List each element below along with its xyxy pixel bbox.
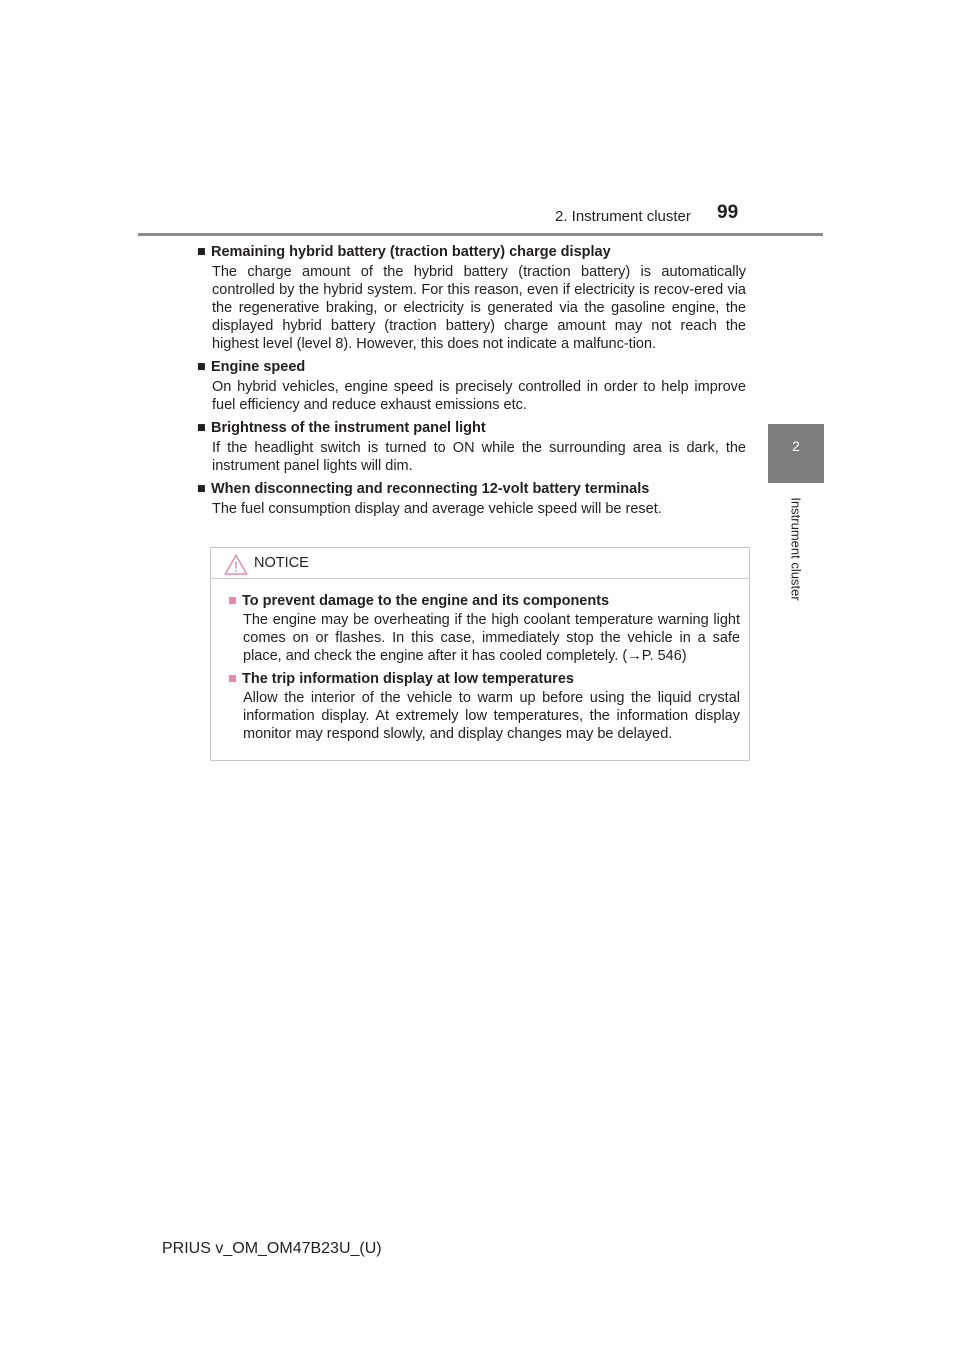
square-bullet-icon: ■: [197, 359, 206, 375]
header-rule: [138, 233, 823, 236]
section-heading-text: When disconnecting and reconnecting 12-volt battery terminals: [211, 481, 650, 497]
section-heading-text: Brightness of the instrument panel light: [211, 420, 486, 436]
square-bullet-icon: ■: [197, 244, 206, 260]
notice-section-engine-damage: [228, 591, 740, 665]
footer-doc-code: PRIUS v_OM_OM47B23U_(U): [162, 1240, 382, 1257]
chapter-label-text: Instrument cluster: [788, 497, 804, 601]
notice-text: The engine may be overheating if the high coolant temperature warning light comes on or flashes. In this case, immediately stop the vehicle in a safe place, and check the engine after it has cooled completely. (→P. 546): [243, 612, 740, 664]
section-heading: [197, 418, 746, 438]
notice-header: [211, 548, 749, 579]
header-title: 2. Instrument cluster: [555, 208, 691, 225]
section-brightness: [197, 418, 746, 475]
warning-triangle-icon: [224, 554, 248, 575]
section-body: The fuel consumption display and average vehicle speed will be reset.: [212, 501, 662, 517]
section-heading: [197, 242, 746, 262]
section-engine-speed: [197, 357, 746, 414]
square-bullet-icon: ■: [228, 671, 237, 687]
chapter-label: [788, 489, 804, 609]
section-heading-text: Remaining hybrid battery (traction battery) charge display: [211, 244, 611, 260]
square-bullet-icon: ■: [197, 420, 206, 436]
notice-heading-text: The trip information display at low temperatures: [242, 671, 574, 687]
section-heading: [197, 479, 746, 499]
notice-heading: [228, 669, 740, 689]
square-bullet-icon: ■: [197, 481, 206, 497]
section-body: If the headlight switch is turned to ON while the surrounding area is dark, the instrument panel lights will dim.: [212, 440, 746, 474]
notice-body: [211, 579, 749, 743]
section-body: On hybrid vehicles, engine speed is precisely controlled in order to help improve fuel efficiency and reduce exhaust emissions etc.: [212, 379, 746, 413]
section-battery-terminals: [197, 479, 746, 518]
notice-title: NOTICE: [254, 555, 309, 571]
notice-heading-text: To prevent damage to the engine and its components: [242, 593, 610, 609]
square-bullet-icon: ■: [228, 593, 237, 609]
section-body: The charge amount of the hybrid battery (traction battery) is automatically controlled by the hybrid system. For this reason, even if electricity is recov-ered via the regenerative braking, or electricity is generated via the gasoline engine, the displayed hybrid battery (traction battery) charge amount may not reach the highest level (level 8). However, this does not indicate a malfunc-tion.: [212, 264, 746, 352]
section-heading-text: Engine speed: [211, 359, 306, 375]
section-heading: [197, 357, 746, 377]
chapter-tab: [768, 424, 824, 483]
notice-box: [210, 547, 750, 761]
chapter-number: 2: [792, 438, 800, 454]
main-content: [197, 242, 746, 522]
notice-section-low-temperatures: [228, 669, 740, 743]
notice-text: Allow the interior of the vehicle to warm up before using the liquid crystal information display. At extremely low temperatures, the information display monitor may respond slowly, and display changes may be delayed.: [243, 690, 740, 742]
page-number: 99: [717, 202, 739, 223]
section-hybrid-battery: [197, 242, 746, 353]
notice-heading: [228, 591, 740, 611]
